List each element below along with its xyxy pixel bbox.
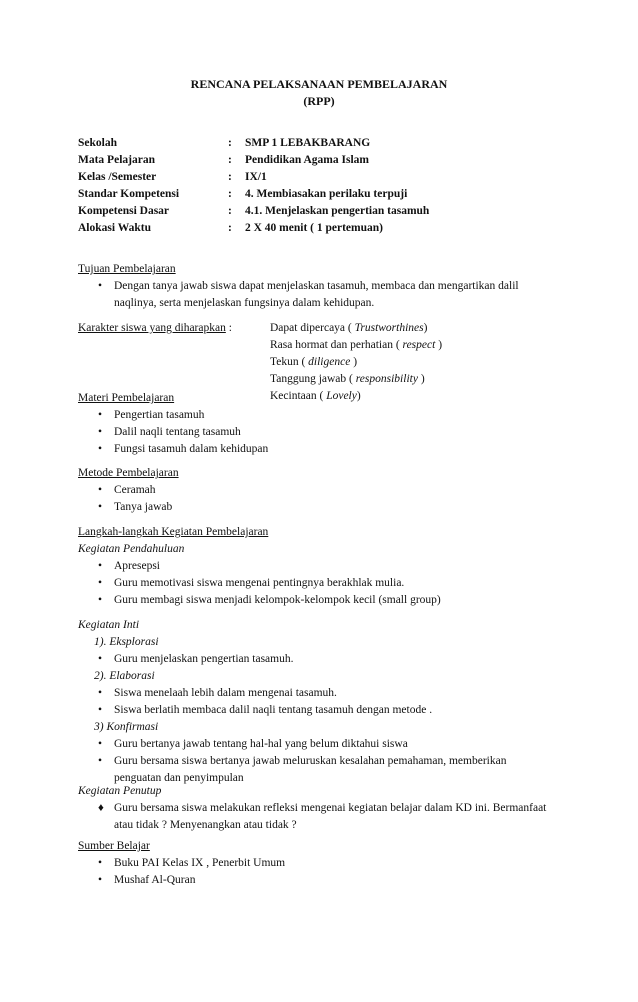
info-row: Alokasi Waktu : 2 X 40 menit ( 1 pertemuan) bbox=[78, 222, 383, 234]
bullet-icon: • bbox=[98, 501, 103, 513]
bullet-icon: • bbox=[98, 280, 103, 292]
section-heading: Langkah-langkah Kegiatan Pembelajaran bbox=[78, 526, 269, 538]
list-item: • Fungsi tasamuh dalam kehidupan bbox=[78, 441, 598, 458]
bullet-icon: • bbox=[98, 653, 103, 665]
info-row: Kelas /Semester : IX/1 bbox=[78, 171, 267, 183]
section-penutup bbox=[78, 783, 598, 834]
list-item: • Siswa berlatih membaca dalil naqli tentang tasamuh dengan metode . bbox=[78, 702, 598, 719]
karakter-item: Rasa hormat dan perhatian ( respect ) bbox=[270, 339, 443, 351]
info-row: Mata Pelajaran : Pendidikan Agama Islam bbox=[78, 154, 369, 166]
section-heading: Sumber Belajar bbox=[78, 840, 150, 852]
bullet-icon: • bbox=[98, 594, 103, 606]
karakter-item: Tekun ( diligence ) bbox=[270, 356, 358, 368]
list-item: • Tanya jawab bbox=[78, 499, 598, 516]
list-item: • Dalil naqli tentang tasamuh bbox=[78, 424, 598, 441]
bullet-icon: • bbox=[98, 577, 103, 589]
list-item: • Apresepsi bbox=[78, 558, 598, 575]
section-materi bbox=[78, 390, 598, 458]
karakter-item: Kecintaan ( Lovely) bbox=[270, 390, 361, 402]
bullet-icon: • bbox=[98, 484, 103, 496]
info-row: Sekolah : SMP 1 LEBAKBARANG bbox=[78, 137, 371, 149]
list-item: • Buku PAI Kelas IX , Penerbit Umum bbox=[78, 855, 598, 872]
section-tujuan bbox=[78, 261, 598, 312]
list-item: • Guru bertanya jawab tentang hal-hal yang belum diktahui siswa bbox=[78, 736, 598, 753]
list-item: • Ceramah bbox=[78, 482, 598, 499]
section-metode bbox=[78, 465, 598, 516]
subsection-heading: Kegiatan Pendahuluan bbox=[78, 543, 185, 555]
bullet-icon: • bbox=[98, 560, 103, 572]
bullet-icon: • bbox=[98, 443, 103, 455]
list-item: • Siswa menelaah lebih dalam mengenai tasamuh. bbox=[78, 685, 598, 702]
section-inti bbox=[78, 617, 598, 787]
colon: : bbox=[228, 322, 232, 334]
subsection-heading: Kegiatan Penutup bbox=[78, 785, 162, 797]
bullet-icon: • bbox=[98, 687, 103, 699]
list-item: • Dengan tanya jawab siswa dapat menjelaskan tasamuh, membaca dan mengartikan dalil naqlinya, serta menjelaskan fungsinya dalam kehidupan. bbox=[98, 280, 519, 309]
section-heading: Materi Pembelajaran bbox=[78, 392, 175, 404]
section-langkah bbox=[78, 524, 598, 609]
phase-heading: 3) Konfirmasi bbox=[94, 721, 159, 733]
phase-heading: 1). Eksplorasi bbox=[94, 636, 159, 648]
karakter-item: Dapat dipercaya ( Trustworthines) bbox=[270, 322, 428, 334]
list-item: • Guru membagi siswa menjadi kelompok-kelompok kecil (small group) bbox=[78, 592, 598, 609]
bullet-icon: • bbox=[98, 857, 103, 869]
section-heading: Tujuan Pembelajaran bbox=[78, 263, 176, 275]
subsection-heading: Kegiatan Inti bbox=[78, 619, 140, 631]
diamond-bullet-icon: ♦ bbox=[98, 802, 104, 814]
list-item: • Mushaf Al-Quran bbox=[78, 872, 598, 889]
phase-heading: 2). Elaborasi bbox=[94, 670, 155, 682]
section-sumber bbox=[78, 838, 598, 889]
list-item: • Guru menjelaskan pengertian tasamuh. bbox=[78, 651, 598, 668]
identity-table bbox=[78, 135, 618, 237]
list-item: • Guru memotivasi siswa mengenai pentingnya berakhlak mulia. bbox=[78, 575, 598, 592]
karakter-item: Tanggung jawab ( responsibility ) bbox=[270, 373, 425, 385]
bullet-icon: • bbox=[98, 874, 103, 886]
bullet-icon: • bbox=[98, 738, 103, 750]
section-heading: Metode Pembelajaran bbox=[78, 467, 179, 479]
title-line-2: (RPP) bbox=[303, 94, 335, 108]
bullet-icon: • bbox=[98, 704, 103, 716]
title-line-1: RENCANA PELAKSANAAN PEMBELAJARAN bbox=[190, 77, 448, 91]
bullet-icon: • bbox=[98, 426, 103, 438]
bullet-icon: • bbox=[98, 409, 103, 421]
info-row: Kompetensi Dasar : 4.1. Menjelaskan pengertian tasamuh bbox=[78, 205, 430, 217]
list-item: • Pengertian tasamuh bbox=[78, 407, 598, 424]
list-item: ♦ Guru bersama siswa melakukan refleksi mengenai kegiatan belajar dalam KD ini. Bermanfaat atau tidak ? Menyenangkan atau tidak ? bbox=[98, 802, 547, 831]
info-row: Standar Kompetensi : 4. Membiasakan perilaku terpuji bbox=[78, 188, 408, 200]
section-heading: Karakter siswa yang diharapkan bbox=[78, 322, 226, 334]
list-item: • Guru bersama siswa bertanya jawab meluruskan kesalahan pemahaman, memberikan penguatan dan penyimpulan bbox=[98, 755, 507, 784]
bullet-icon: • bbox=[98, 755, 103, 767]
